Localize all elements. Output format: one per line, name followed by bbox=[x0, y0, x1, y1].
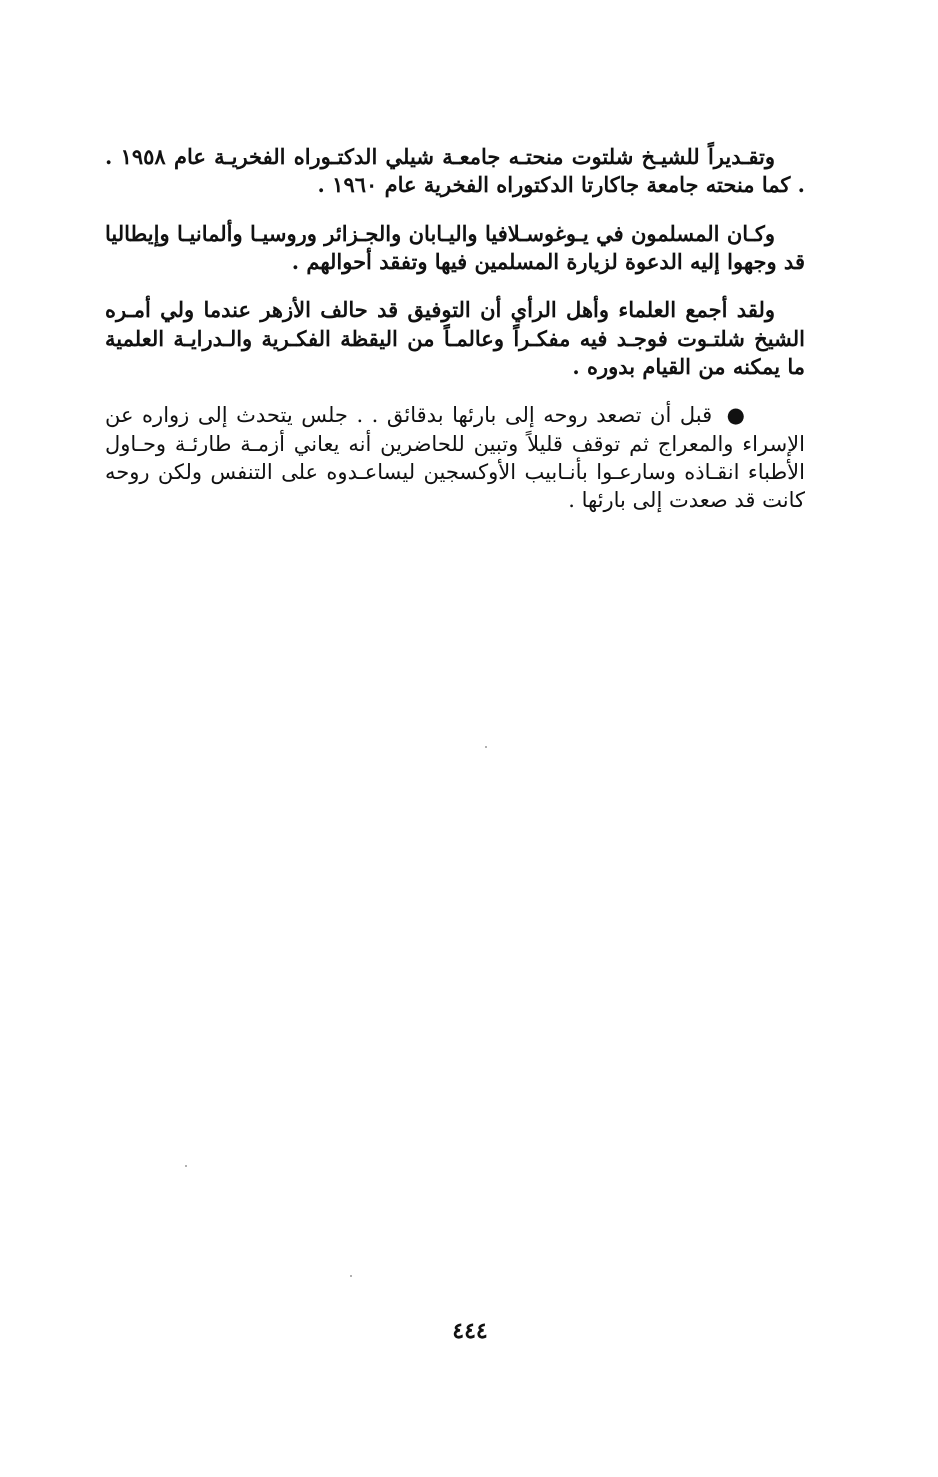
body-text bbox=[105, 143, 805, 535]
paragraph-text: قبل أن تصعد روحه إلى بارئها بدقائق . . جلس يتحدث إلى زواره عن الإسراء والمعراج ثم توقف قليلاً وتبين للحاضرين أنه يعاني أزمـة طارئـة وحـاول الأطباء انقـاذه وسارعـوا بأنـابيب الأوكسجين ليساعـدوه على التنفس ولكن روحه كانت قد صعدت إلى بارئها . bbox=[105, 403, 805, 513]
paragraph-final-moments bbox=[105, 401, 805, 514]
scan-speck bbox=[350, 1275, 352, 1277]
scan-speck bbox=[185, 1165, 187, 1167]
page-number: ٤٤٤ bbox=[452, 1318, 488, 1344]
paragraph-text: وتقـديراً للشيـخ شلتوت منحتـه جامعـة شيلي الدكتـوراه الفخريـة عام ١٩٥٨ . . كما منحته جامعة جاكارتا الدكتوراه الفخرية عام ١٩٦٠ . bbox=[105, 144, 805, 198]
scan-speck bbox=[485, 746, 487, 748]
paragraph-honorary-doctorates bbox=[105, 143, 805, 200]
bullet-icon: ● bbox=[726, 403, 745, 428]
paragraph-text: وكـان المسلمون في يـوغوسـلافيا واليـابان والجـزائر وروسيـا وألمانيـا وإيطاليا قد وجهوا إليه الدعوة لزيارة المسلمين فيها وتفقد أحوالهم . bbox=[105, 220, 805, 275]
paragraph-text: ولقد أجمع العلماء وأهل الرأي أن التوفيق قد حالف الأزهر عندما ولي أمـره الشيخ شلتـوت فوجـد فيه مفكـراً وعالمـاً من اليقظة الفكـرية والـدرايـة العلمية ما يمكنه من القيام بدوره . bbox=[105, 297, 805, 380]
paragraph-scholars-consensus bbox=[105, 296, 805, 381]
paragraph-invitations bbox=[105, 220, 805, 277]
